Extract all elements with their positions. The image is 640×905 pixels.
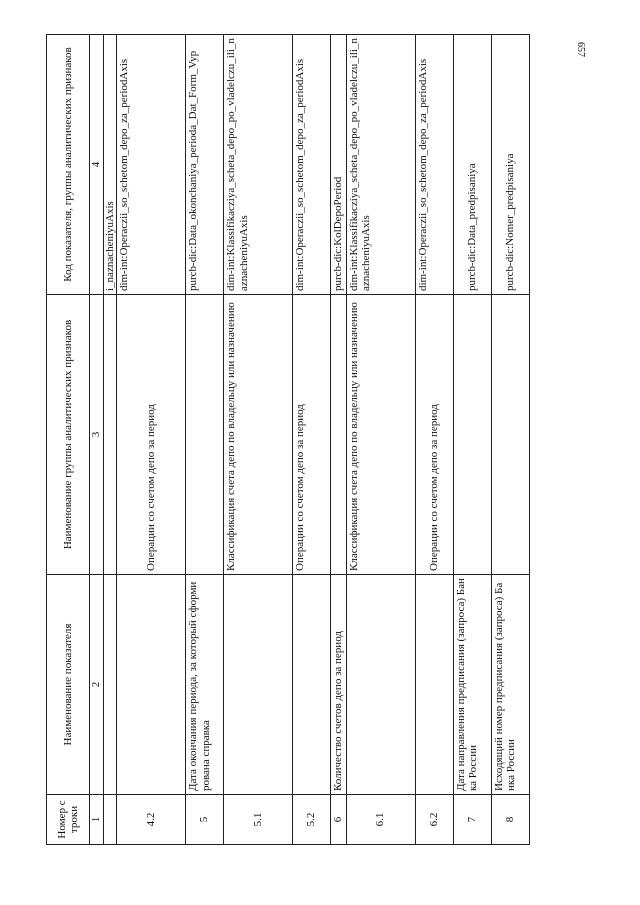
indicator-name-cell <box>117 575 186 795</box>
table-row <box>491 35 529 845</box>
code-cell: i_naznacheniyuAxis <box>103 35 117 295</box>
indicator-table <box>46 34 530 845</box>
header-code: Код показателя, группы аналитических признаков <box>47 35 90 295</box>
group-name-cell: Операции со счетом депо за период <box>293 295 331 575</box>
indicator-name-cell <box>224 575 293 795</box>
continuation-row <box>103 35 117 845</box>
table-row <box>117 35 186 845</box>
rotated-page-content <box>46 35 517 845</box>
column-number-row <box>90 35 104 845</box>
row-number-cell: 7 <box>453 795 491 845</box>
column-number: 1 <box>90 795 104 845</box>
row-number-cell: 6 <box>331 795 347 845</box>
code-cell: purcb-dic:Nomer_predpisaniya <box>491 35 529 295</box>
group-name-cell: Операции со счетом депо за период <box>117 295 186 575</box>
row-number-cell: 5.1 <box>224 795 293 845</box>
indicator-name-cell <box>346 575 415 795</box>
indicator-name-cell: Количество счетов депо за период <box>331 575 347 795</box>
group-name-cell <box>186 295 224 575</box>
table-row <box>331 35 347 845</box>
header-indicator-name: Наименование показателя <box>47 575 90 795</box>
indicator-name-cell: Дата направления предписания (запроса) Банка России <box>453 575 491 795</box>
column-number: 4 <box>90 35 104 295</box>
indicator-name-cell <box>293 575 331 795</box>
code-cell: dim-int:Klassifikacziya_scheta_depo_po_vladelczu_ili_naznacheniyuAxis <box>224 35 293 295</box>
table-row <box>453 35 491 845</box>
row-number-cell <box>103 795 117 845</box>
row-number-cell: 4.2 <box>117 795 186 845</box>
group-name-cell <box>491 295 529 575</box>
code-cell: dim-int:Operaczii_so_schetom_depo_za_periodAxis <box>415 35 453 295</box>
table-row <box>186 35 224 845</box>
row-number-cell: 6.1 <box>346 795 415 845</box>
page-number: 657 <box>575 42 586 57</box>
row-number-cell: 8 <box>491 795 529 845</box>
code-cell: purcb-dic:Data_predpisaniya <box>453 35 491 295</box>
indicator-name-cell <box>103 575 117 795</box>
code-cell: purcb-dic:Data_okonchaniya_perioda_Dat_Form_Vyp <box>186 35 224 295</box>
table-row <box>224 35 293 845</box>
indicator-name-cell: Дата окончания периода, за который сформирована справка <box>186 575 224 795</box>
table-row <box>346 35 415 845</box>
header-analytic-group-name: Наименование группы аналитических признаков <box>47 295 90 575</box>
group-name-cell: Классификация счета депо по владельцу или назначению <box>224 295 293 575</box>
group-name-cell <box>331 295 347 575</box>
code-cell: purcb-dic:KolDepoPeriod <box>331 35 347 295</box>
column-number: 2 <box>90 575 104 795</box>
group-name-cell: Классификация счета депо по владельцу или назначению <box>346 295 415 575</box>
indicator-name-cell: Исходящий номер предписания (запроса) Банка России <box>491 575 529 795</box>
group-name-cell <box>453 295 491 575</box>
table-header-row <box>47 35 90 845</box>
header-row-number: Номер строки <box>47 795 90 845</box>
column-number: 3 <box>90 295 104 575</box>
code-cell: dim-int:Operaczii_so_schetom_depo_za_periodAxis <box>293 35 331 295</box>
table-row <box>293 35 331 845</box>
row-number-cell: 5.2 <box>293 795 331 845</box>
code-cell: dim-int:Klassifikacziya_scheta_depo_po_vladelczu_ili_naznacheniyuAxis <box>346 35 415 295</box>
code-cell: dim-int:Operaczii_so_schetom_depo_za_periodAxis <box>117 35 186 295</box>
row-number-cell: 5 <box>186 795 224 845</box>
table-row <box>415 35 453 845</box>
row-number-cell: 6.2 <box>415 795 453 845</box>
indicator-name-cell <box>415 575 453 795</box>
group-name-cell: Операции со счетом депо за период <box>415 295 453 575</box>
group-name-cell <box>103 295 117 575</box>
